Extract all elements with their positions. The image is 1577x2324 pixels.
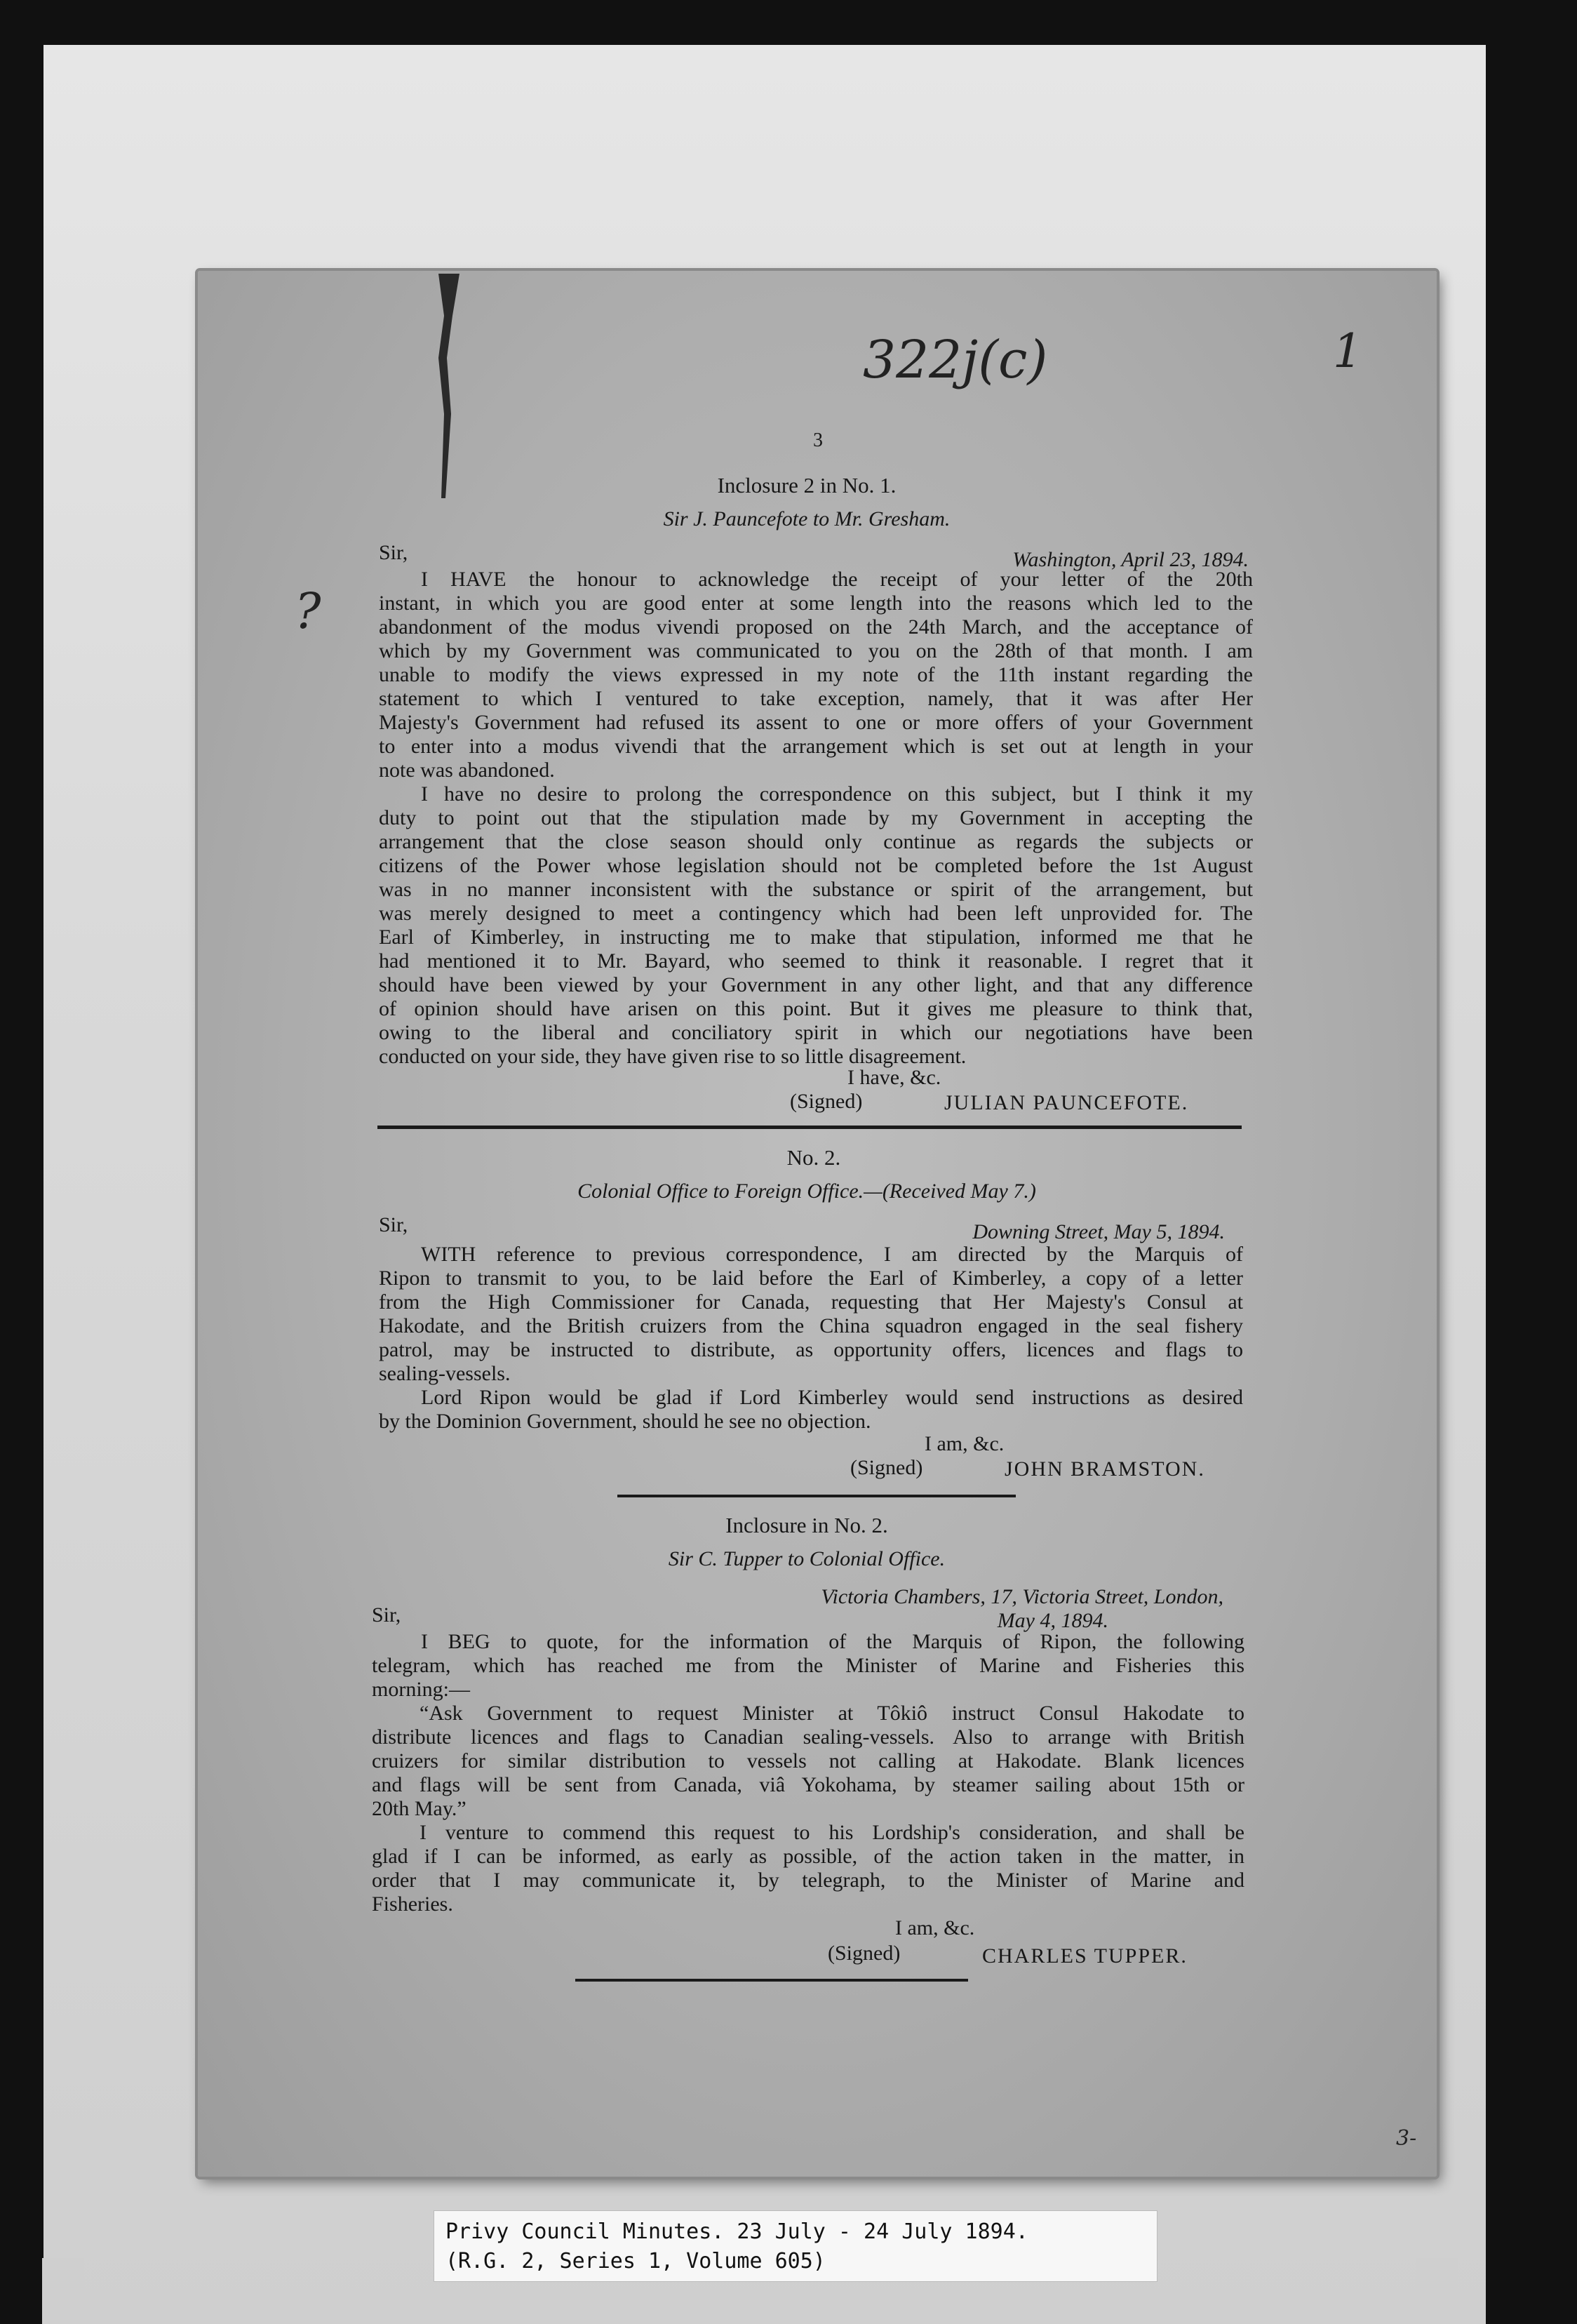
letter2-subheading: Colonial Office to Foreign Office.—(Received May 7.)	[577, 1180, 1036, 1203]
letter3-line: morning:—	[372, 1678, 470, 1701]
letter2-signature: JOHN BRAMSTON.	[1005, 1457, 1205, 1481]
letter1-line: I have no desire to prolong the correspondence on this subject, but I think it my	[421, 782, 1253, 806]
letter1-line: instant, in which you are good enter at some length into the reasons which led to the	[379, 592, 1253, 615]
letter1-line: Majesty's Government had refused its assent to one or more offers of your Government	[379, 711, 1253, 734]
letter2-line: WITH reference to previous correspondence, I am directed by the Marquis of	[421, 1243, 1243, 1266]
corner-mark: 3-	[1396, 2126, 1417, 2151]
letter2-salutation: Sir,	[379, 1213, 408, 1236]
letter3-line: “Ask Government to request Minister at Tôkiô instruct Consul Hakodate to	[420, 1702, 1244, 1725]
catalog-mark: 322j(c)	[863, 330, 1048, 390]
archive-caption	[434, 2210, 1157, 2282]
letter2-line: from the High Commissioner for Canada, requesting that Her Majesty's Consul at	[379, 1290, 1243, 1314]
letter2-dateline: Downing Street, May 5, 1894.	[972, 1220, 1225, 1243]
letter1-line: arrangement that the close season should only continue as regards the subjects or	[379, 830, 1253, 853]
letter1-line: owing to the liberal and conciliatory spirit in which our negotiations have been	[379, 1021, 1253, 1044]
letter3-date: May 4, 1894.	[997, 1609, 1108, 1632]
caption-line: Privy Council Minutes. 23 July - 24 July 1894.	[445, 2219, 1028, 2244]
page-mark: 1	[1333, 324, 1362, 378]
letter1-dateline: Washington, April 23, 1894.	[1012, 548, 1249, 571]
letter3-line: distribute licences and flags to Canadian sealing-vessels. Also to arrange with British	[372, 1725, 1244, 1749]
letter3-subheading: Sir C. Tupper to Colonial Office.	[668, 1547, 946, 1570]
letter1-line: to enter into a modus vivendi that the arrangement which is set out at length in your	[379, 735, 1253, 758]
margin-mark: ?	[295, 582, 321, 640]
section-divider	[575, 1979, 968, 1982]
letter1-line: abandonment of the modus vivendi proposed on the 24th March, and the acceptance of	[379, 615, 1253, 639]
letter2-closing: I am, &c.	[925, 1432, 1005, 1455]
letter3-closing: I am, &c.	[895, 1916, 975, 1939]
letter2-line: sealing-vessels.	[379, 1362, 511, 1385]
letter3-signed: (Signed)	[828, 1942, 901, 1965]
letter1-line: which by my Government was communicated to you on the 28th of that month. I am	[379, 639, 1253, 662]
letter2-signed: (Signed)	[850, 1456, 923, 1479]
letter3-line: telegram, which has reached me from the Minister of Marine and Fisheries this	[372, 1654, 1244, 1677]
letter1-line: of opinion should have arisen on this point. But it gives me pleasure to think that,	[379, 997, 1253, 1020]
letter3-line: I BEG to quote, for the information of the Marquis of Ripon, the following	[421, 1630, 1244, 1653]
letter1-line: Earl of Kimberley, in instructing me to make that stipulation, informed me that he	[379, 926, 1253, 949]
letter3-line: and flags will be sent from Canada, viâ Yokohama, by steamer sailing about 15th or	[372, 1773, 1244, 1796]
letter3-salutation: Sir,	[372, 1603, 401, 1627]
letter3-heading: Inclosure in No. 2.	[725, 1513, 888, 1537]
letter1-line: unable to modify the views expressed in my note of the 11th instant regarding the	[379, 663, 1253, 686]
letter1-line: conducted on your side, they have given rise to so little disagreement.	[379, 1045, 967, 1068]
letter3-line: Fisheries.	[372, 1892, 453, 1916]
letter1-line: should have been viewed by your Government in any other light, and that any difference	[379, 973, 1253, 996]
letter3-line: I venture to commend this request to his Lordship's consideration, and shall be	[420, 1821, 1244, 1844]
section-divider	[617, 1495, 1016, 1497]
letter1-line: had mentioned it to Mr. Bayard, who seemed to think it reasonable. I regret that it	[379, 949, 1253, 973]
letter1-line: duty to point out that the stipulation made by my Government in accepting the	[379, 806, 1253, 829]
letter3-dateline: Victoria Chambers, 17, Victoria Street, London,	[821, 1585, 1223, 1608]
letter2-line: patrol, may be instructed to distribute, as opportunity offers, licences and flags to	[379, 1338, 1243, 1361]
letter1-line: was in no manner inconsistent with the substance or spirit of the arrangement, but	[379, 878, 1253, 901]
letter2-line: Ripon to transmit to you, to be laid before the Earl of Kimberley, a copy of a letter	[379, 1267, 1243, 1290]
letter2-heading: No. 2.	[786, 1145, 841, 1170]
caption-line: (R.G. 2, Series 1, Volume 605)	[445, 2249, 826, 2273]
letter1-line: note was abandoned.	[379, 759, 555, 782]
letter1-closing: I have, &c.	[847, 1066, 941, 1089]
letter2-line: by the Dominion Government, should he see no objection.	[379, 1410, 871, 1433]
letter2-line: Lord Ripon would be glad if Lord Kimberley would send instructions as desired	[421, 1386, 1243, 1409]
letter3-signature: CHARLES TUPPER.	[982, 1944, 1188, 1968]
letter3-line: cruizers for similar distribution to vessels not calling at Hakodate. Blank licences	[372, 1749, 1244, 1772]
letter1-line: citizens of the Power whose legislation should not be completed before the 1st August	[379, 854, 1253, 877]
letter3-line: glad if I can be informed, as early as possible, of the action taken in the matter, in	[372, 1845, 1244, 1868]
letter1-heading: Inclosure 2 in No. 1.	[717, 473, 897, 497]
letter1-line: I HAVE the honour to acknowledge the receipt of your letter of the 20th	[421, 568, 1253, 591]
letter3-line: order that I may communicate it, by telegraph, to the Minister of Marine and	[372, 1869, 1244, 1892]
letter2-line: Hakodate, and the British cruizers from the China squadron engaged in the seal fishery	[379, 1314, 1243, 1337]
section-divider	[377, 1126, 1242, 1129]
film-clip	[42, 2258, 84, 2324]
letter3-line: 20th May.”	[372, 1797, 467, 1820]
letter1-signature: JULIAN PAUNCEFOTE.	[944, 1091, 1189, 1114]
letter1-salutation: Sir,	[379, 541, 408, 564]
letter1-signed: (Signed)	[790, 1090, 863, 1113]
letter1-subheading: Sir J. Pauncefote to Mr. Gresham.	[663, 507, 951, 530]
letter1-line: was merely designed to meet a contingency which had been left unprovided for. The	[379, 902, 1253, 925]
letter1-line: statement to which I ventured to take exception, namely, that it was after Her	[379, 687, 1253, 710]
film-clip	[1416, 2258, 1458, 2324]
page-number: 3	[813, 429, 823, 451]
